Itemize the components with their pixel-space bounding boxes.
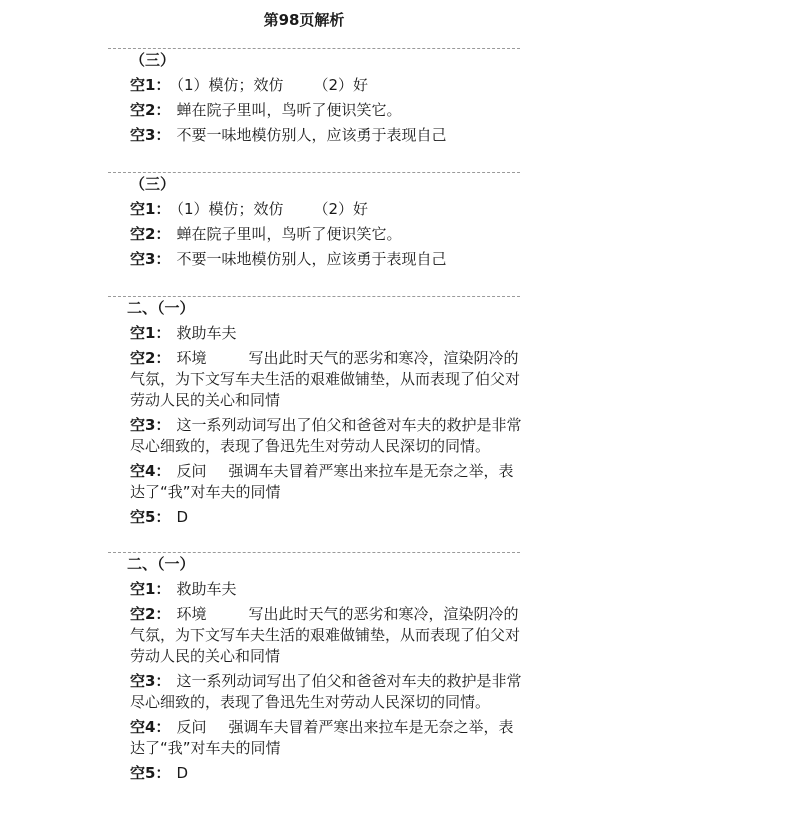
answer-text: 救助车夫	[176, 580, 237, 598]
answer-text: 救助车夫	[176, 324, 237, 342]
answer-row	[130, 199, 522, 220]
answer-key: 空3：	[130, 126, 171, 144]
answer-row	[130, 415, 522, 457]
answer-row	[130, 249, 522, 270]
answer-section	[130, 174, 522, 274]
answer-row	[130, 763, 522, 784]
section-heading: （三）	[130, 51, 176, 69]
answer-key: 空1：	[130, 580, 171, 598]
answer-text: 强调车夫冒着严寒出来拉车是无奈之举，表达了“我”对车夫的同情	[130, 462, 514, 501]
answer-text: （1）模仿；效仿	[176, 200, 284, 218]
answer-key: 空5：	[130, 508, 171, 526]
answer-key: 空1：	[130, 324, 171, 342]
answer-row	[130, 100, 522, 121]
answer-key: 空4：	[130, 462, 171, 480]
answer-key: 空2：	[130, 605, 171, 623]
answer-row	[130, 125, 522, 146]
section-heading: 二、（一）	[127, 555, 195, 573]
answer-row	[130, 507, 522, 528]
answer-key: 空3：	[130, 672, 171, 690]
answer-section	[127, 554, 522, 788]
answer-row	[130, 717, 522, 759]
answer-text: 强调车夫冒着严寒出来拉车是无奈之举，表达了“我”对车夫的同情	[130, 718, 514, 757]
answer-section	[130, 50, 522, 150]
answer-text: 写出此时天气的恶劣和寒冷，渲染阴冷的气氛，为下文写车夫生活的艰难做铺垫，从而表现了伯父对劳动人民的关心和同情	[130, 605, 521, 665]
answer-row	[130, 604, 522, 667]
answer-text: D	[176, 508, 188, 526]
answer-text: （2）好	[313, 76, 369, 94]
answer-row	[130, 348, 522, 411]
page-title: 第98页解析	[263, 11, 345, 29]
answer-text: 不要一味地模仿别人，应该勇于表现自己	[176, 250, 447, 268]
answer-key: 空2：	[130, 225, 171, 243]
answer-text: 反问	[176, 462, 207, 480]
answer-text: 写出此时天气的恶劣和寒冷，渲染阴冷的气氛，为下文写车夫生活的艰难做铺垫，从而表现了伯父对劳动人民的关心和同情	[130, 349, 521, 409]
section-divider	[108, 296, 520, 297]
answer-text: （1）模仿；效仿	[176, 76, 284, 94]
answer-key: 空1：	[130, 200, 171, 218]
section-heading: 二、（一）	[127, 299, 195, 317]
section-divider	[108, 172, 520, 173]
section-divider	[108, 48, 520, 49]
answer-row	[130, 671, 522, 713]
answer-key: 空2：	[130, 349, 171, 367]
answer-text: 蝉在院子里叫，鸟听了便识笑它。	[176, 225, 402, 243]
answer-key: 空2：	[130, 101, 171, 119]
answer-text: 这一系列动词写出了伯父和爸爸对车夫的救护是非常尽心细致的，表现了鲁迅先生对劳动人民深切的同情。	[130, 672, 522, 711]
answer-key: 空3：	[130, 250, 171, 268]
answer-key: 空3：	[130, 416, 171, 434]
answer-row	[130, 579, 522, 600]
answer-text: D	[176, 764, 188, 782]
answer-row	[130, 224, 522, 245]
answer-text: 蝉在院子里叫，鸟听了便识笑它。	[176, 101, 402, 119]
answer-row	[130, 461, 522, 503]
answer-text: 环境	[176, 349, 207, 367]
section-heading: （三）	[130, 175, 176, 193]
answer-text: 反问	[176, 718, 207, 736]
answer-row	[130, 323, 522, 344]
answer-text: 这一系列动词写出了伯父和爸爸对车夫的救护是非常尽心细致的，表现了鲁迅先生对劳动人民深切的同情。	[130, 416, 522, 455]
answer-key: 空4：	[130, 718, 171, 736]
answer-section	[127, 298, 522, 532]
answer-key: 空1：	[130, 76, 171, 94]
answer-key: 空5：	[130, 764, 171, 782]
answer-text: 环境	[176, 605, 207, 623]
section-divider	[108, 552, 520, 553]
answer-row	[130, 75, 522, 96]
answer-text: 不要一味地模仿别人，应该勇于表现自己	[176, 126, 447, 144]
answer-text: （2）好	[313, 200, 369, 218]
